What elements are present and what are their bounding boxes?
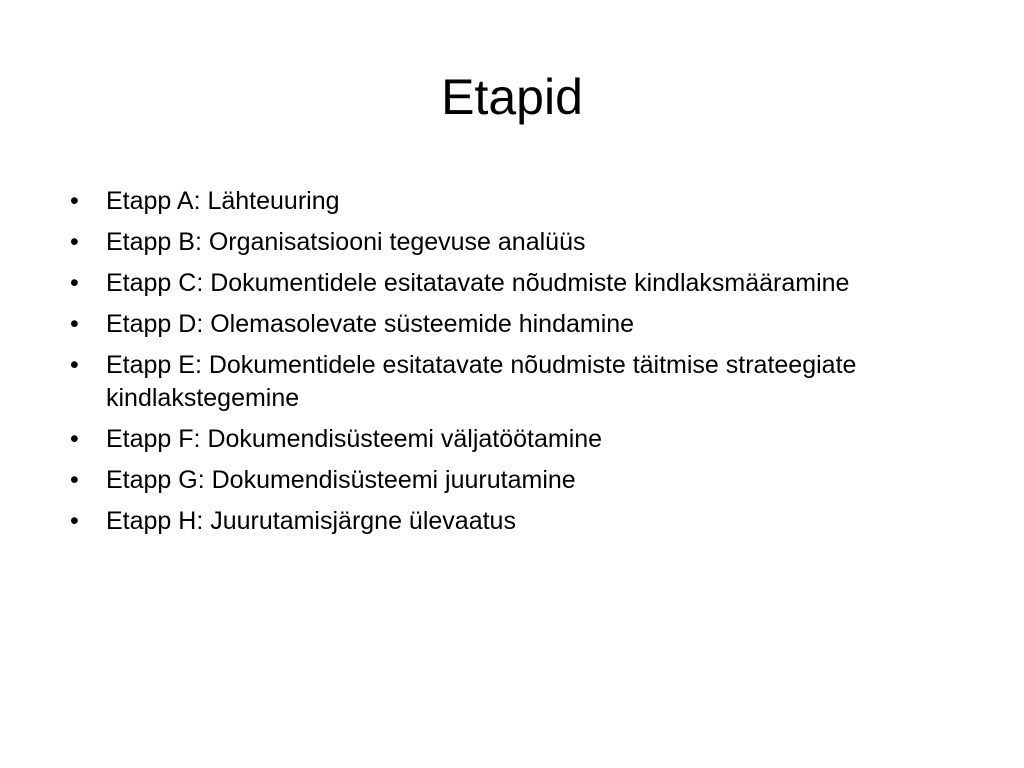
bullet-icon: • <box>70 507 79 535</box>
list-item-text: Etapp C: Dokumentidele esitatavate nõudmiste kindlaksmääramine <box>106 269 850 297</box>
list-item-stage-f <box>70 423 950 456</box>
list-item-text: Etapp D: Olemasolevate süsteemide hindamine <box>106 310 635 338</box>
list-item-stage-c <box>70 267 950 300</box>
list-item-stage-e <box>70 349 950 415</box>
bullet-icon: • <box>70 466 79 494</box>
list-item-stage-g <box>70 464 950 497</box>
bullet-list <box>70 185 950 546</box>
list-item-stage-d <box>70 308 950 341</box>
list-item-stage-b <box>70 226 950 259</box>
list-item-text: Etapp A: Lähteuuring <box>106 187 340 215</box>
list-item-text: Etapp B: Organisatsiooni tegevuse analüüs <box>106 228 586 256</box>
list-item-text: Etapp H: Juurutamisjärgne ülevaatus <box>106 507 516 535</box>
slide-title: Etapid <box>441 69 583 125</box>
bullet-icon: • <box>70 351 79 379</box>
bullet-icon: • <box>70 187 79 215</box>
list-item-text: Etapp F: Dokumendisüsteemi väljatöötamine <box>106 425 603 453</box>
bullet-icon: • <box>70 425 79 453</box>
list-item-stage-a <box>70 185 950 218</box>
list-item-stage-h <box>70 505 950 538</box>
list-item-text: Etapp G: Dokumendisüsteemi juurutamine <box>106 466 576 494</box>
bullet-icon: • <box>70 310 79 338</box>
bullet-icon: • <box>70 269 79 297</box>
list-item-text: Etapp E: Dokumentidele esitatavate nõudmiste täitmise strateegiate kindlakstegemine <box>106 351 857 412</box>
bullet-icon: • <box>70 228 79 256</box>
